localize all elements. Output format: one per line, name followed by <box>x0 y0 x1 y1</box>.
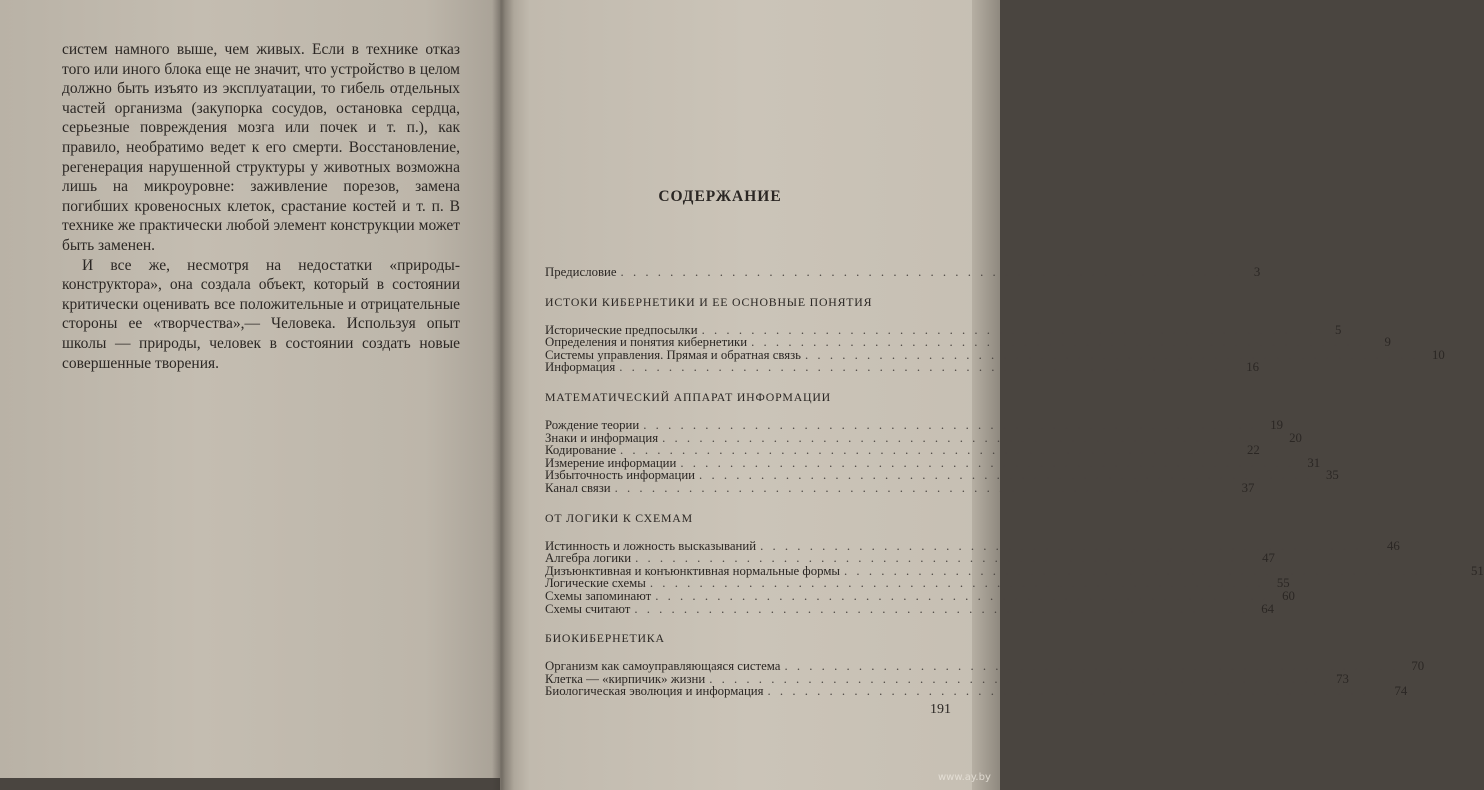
toc-entry-preface <box>545 265 1261 279</box>
toc-entry-label: Избыточность информации <box>545 468 696 483</box>
toc-leader-dots: . . . . . . . . . . . . . . . . . . . . . . . . . . . . . . . . . . . . . . . . . . . . . . . . . . <box>619 360 1233 375</box>
toc-entry-label: Дизъюнктивная и конъюнктивная нормальные формы <box>545 563 841 578</box>
toc-entry-label: Клетка — «кирпичик» жизни <box>545 671 706 686</box>
toc-entry-label: Исторические предпосылки <box>545 322 698 337</box>
toc-entry-page: 74 <box>1394 684 1408 699</box>
toc-leader-dots: . . . . . . . . . . . . . . . . . . . . . . . . . . . . . . . . . . . . . . . . . . . . . . . . . . <box>620 443 1234 458</box>
toc-entry <box>545 684 1408 699</box>
toc-entry-page: 9 <box>1384 335 1391 350</box>
toc-leader-dots: . . . . . . . . . . . . . . . . . . . . . . . . . . . . . . . . . . . . . . . . . . . . . . . . . . <box>701 322 1316 337</box>
toc-leader-dots: . . . . . . . . . . . . . . . . . . . . . . . . . . . . . . . . . . . . . . . . . . . . . . . . . . <box>699 468 1313 483</box>
toc-entry-page: 19 <box>1270 417 1283 432</box>
toc-section-heading: МАТЕМАТИЧЕСКИЙ АППАРАТ ИНФОРМАЦИИ <box>545 389 831 404</box>
toc-section-heading: БИОКИБЕРНЕТИКА <box>545 631 665 646</box>
toc-entry-label: Схемы запоминают <box>545 588 652 603</box>
toc-leader-dots: . . . . . . . . . . . . . . . . . . . . . . . . . . . . . . . . . . . . . . . . . . . . . . . . . . <box>784 659 1399 674</box>
book-gutter <box>492 0 514 790</box>
toc-leader-dots: . . . . . . . . . . . . . . . . . . . . . . . . . . . . . . . . . . . . . . . . . . . . . . . . . . <box>844 563 1458 578</box>
toc-entry <box>545 588 1295 603</box>
toc-entry-page: 60 <box>1282 588 1295 603</box>
toc-entry-page: 64 <box>1261 601 1275 616</box>
toc-entry-label: Кодирование <box>545 443 617 458</box>
table-of-contents <box>545 265 1484 699</box>
toc-entry-page: 55 <box>1276 576 1290 591</box>
toc-entry-label: Биологическая эволюция и информация <box>545 684 764 699</box>
toc-leader-dots: . . . . . . . . . . . . . . . . . . . . . . . . . . . . . . . . . . . . . . . . . . . . . . . . . . <box>751 335 1365 350</box>
toc-entry-page: 35 <box>1325 468 1339 483</box>
watermark: www.ay.by <box>938 772 991 783</box>
toc-entry-page: 5 <box>1334 322 1342 337</box>
toc-title: СОДЕРЖАНИЕ <box>658 188 782 205</box>
toc-entry-page: 51 <box>1470 563 1484 578</box>
paragraph: И все же, несмотря на недостатки «природы-конструктора», она создала объект, который в состоянии критически оценивать все положительные и отрицательные стороны ее «творчества»,— Человека. Используя опыт школы — природы, человек в состоянии создать новые совершенные творения. <box>62 256 460 372</box>
toc-entry-page: 10 <box>1431 347 1445 362</box>
toc-entry-label: Канал связи <box>545 480 611 495</box>
toc-entry <box>545 659 1425 674</box>
toc-entry <box>545 480 1255 495</box>
page-number: 191 <box>930 702 951 717</box>
toc-entry-label: Определения и понятия кибернетики <box>545 335 748 350</box>
toc-entry <box>545 601 1275 616</box>
toc-entry-label: Измерение информации <box>545 455 677 470</box>
toc-leader-dots: . . . . . . . . . . . . . . . . . . . . . . . . . . . . . . . . . . . . . . . . . . . . . . . . . . <box>805 347 1419 362</box>
toc-entry-label: Логические схемы <box>545 576 646 591</box>
toc-entry-page: 20 <box>1289 430 1302 445</box>
toc-entry-page: 73 <box>1336 671 1349 686</box>
toc-entry-label: Алгебра логики <box>545 551 632 566</box>
toc-entry-page: 16 <box>1246 360 1259 375</box>
toc-entry-label: Знаки и информация <box>545 430 659 445</box>
toc-leader-dots: . . . . . . . . . . . . . . . . . . . . . . . . . . . . . . . . . . . . . . . . . . . . . . . . . . <box>760 538 1374 553</box>
toc-entry-page: 3 <box>1253 265 1261 279</box>
toc-leader-dots: . . . . . . . . . . . . . . . . . . . . . . . . . . . . . . . . . . . . . . . . . . . . . . . . . . <box>649 576 1264 591</box>
toc-entry-label: Рождение теории <box>545 417 640 432</box>
toc-entry-label: Истинность и ложность высказываний <box>545 538 757 553</box>
toc-section-heading: ИСТОКИ КИБЕРНЕТИКИ И ЕЕ ОСНОВНЫЕ ПОНЯТИЯ <box>545 294 873 309</box>
toc-entry-page: 37 <box>1241 480 1255 495</box>
toc-entry <box>545 417 1283 432</box>
toc-entry-label: Предисловие <box>545 265 617 279</box>
toc-entry-page: 70 <box>1411 659 1425 674</box>
toc-entry <box>545 360 1259 375</box>
toc-section-heading: ОТ ЛОГИКИ К СХЕМАМ <box>545 510 693 525</box>
toc-entry <box>545 551 1275 566</box>
toc-leader-dots: . . . . . . . . . . . . . . . . . . . . . . . . . . . . . . . . . . . . . . . . . . . . . . . . . . <box>655 588 1269 603</box>
toc-entry-label: Организм как самоуправляющаяся система <box>545 659 781 674</box>
toc-entry-page: 31 <box>1307 455 1321 470</box>
toc-leader-dots: . . . . . . . . . . . . . . . . . . . . . . . . . . . . . . . . . . . . . . . . . . . . . . . . . . <box>643 417 1257 432</box>
toc-entry-label: Системы управления. Прямая и обратная связь <box>545 347 802 362</box>
toc-entry <box>545 443 1260 458</box>
toc-leader-dots: . . . . . . . . . . . . . . . . . . . . . . . . . . . . . . . . . . . . . . . . . . . . . . . . . . <box>680 455 1295 470</box>
toc-leader-dots: . . . . . . . . . . . . . . . . . . . . . . . . . . . . . . . . . . . . . . . . . . . . . . . . . . <box>662 430 1276 445</box>
toc-entry-page: 47 <box>1262 551 1275 566</box>
toc-leader-dots: . . . . . . . . . . . . . . . . . . . . . . . . . . . . . . . . . . . . . . . . . . . . . . . . . . <box>635 551 1249 566</box>
left-page-text <box>62 40 460 373</box>
toc-leader-dots: . . . . . . . . . . . . . . . . . . . . . . . . . . . . . . . . . . . . . . . . . . . . . . . . . . <box>620 265 1235 279</box>
toc-entry-label: Информация <box>545 360 616 375</box>
toc-leader-dots: . . . . . . . . . . . . . . . . . . . . . . . . . . . . . . . . . . . . . . . . . . . . . . . . . . <box>614 480 1229 495</box>
toc-leader-dots: . . . . . . . . . . . . . . . . . . . . . . . . . . . . . . . . . . . . . . . . . . . . . . . . . . <box>709 671 1323 686</box>
toc-entry-page: 46 <box>1387 538 1400 553</box>
paragraph: систем намного выше, чем живых. Если в технике отказ того или иного блока еще не значит, что устройство в целом должно быть изъято из эксплуатации, то гибель отдельных частей организма (закупорка сосудов, остановка сердца, серьезные повреждения мозга или почек и т. п.), как правило, необратимо ведет к его смерти. Восстановление, регенерация нарушенной структуры у животных возможна лишь на микроуровне: заживление порезов, замена погибших кровеносных клеток, срастание костей и т. п. В технике же практически любой элемент конструкции может быть заменен. <box>62 41 460 254</box>
toc-leader-dots: . . . . . . . . . . . . . . . . . . . . . . . . . . . . . . . . . . . . . . . . . . . . . . . . . . <box>634 601 1249 616</box>
toc-leader-dots: . . . . . . . . . . . . . . . . . . . . . . . . . . . . . . . . . . . . . . . . . . . . . . . . . . <box>767 684 1382 699</box>
toc-entry <box>545 335 1391 350</box>
toc-entry-label: Схемы считают <box>545 601 631 616</box>
toc-entry-page: 22 <box>1246 443 1260 458</box>
